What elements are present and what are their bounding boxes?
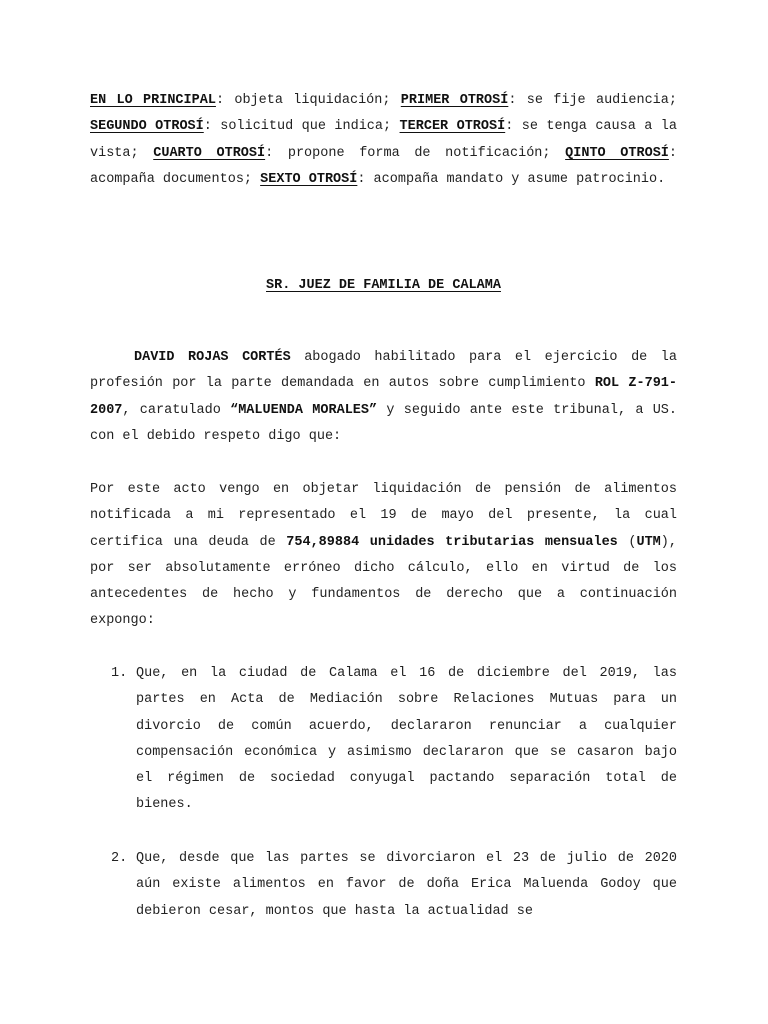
- addressee: [90, 273, 677, 299]
- list-item-text: Que, desde que las partes se divorciaron el 23 de julio de 2020 aún existe alimentos en favor de doña Erica Maluenda Godoy que debieron cesar, montos que hasta la actualidad se: [136, 851, 677, 919]
- case-rol: ROL Z-791-2007: [90, 376, 678, 418]
- list-item-number: 1.: [111, 666, 128, 681]
- objection-paragraph: [90, 477, 677, 635]
- en-lo-principal-label: EN LO PRINCIPAL: [90, 93, 216, 108]
- qinto-otrosi-label: QINTO OTROSÍ: [565, 145, 669, 161]
- objection-text: Por este acto vengo en objetar liquidación de pensión de alimentos notificada a mi representado el 19 de mayo del presente, la cual certifica una deuda de: [90, 482, 677, 550]
- summary-text: : solicitud que indica;: [203, 119, 400, 135]
- segundo-otrosi-label: SEGUNDO OTROSÍ: [90, 119, 204, 135]
- case-caption: “MALUENDA MORALES”: [230, 402, 378, 418]
- intro-text: y seguido ante este tribunal, a US. con el debido respeto digo que:: [90, 402, 678, 444]
- list-item-number: 2.: [111, 851, 128, 866]
- list-item-text: Que, en la ciudad de Calama el 16 de diciembre del 2019, las partes en Acta de Mediación sobre Relaciones Mutuas para un divorcio de común acuerdo, declararon renunciar a cualquier compensación económica y asimismo declararon que se casaron bajo el régimen de sociedad conyugal pactando separación total de bienes.: [136, 666, 677, 813]
- objection-text: (: [617, 534, 637, 550]
- utm-abbrev: UTM: [636, 534, 661, 550]
- intro-paragraph: [90, 345, 677, 450]
- summary-text: : propone forma de notificación;: [265, 145, 566, 161]
- summary-text: : acompaña documentos;: [90, 145, 678, 187]
- list-item: [90, 846, 677, 925]
- attorney-name: DAVID ROJAS CORTÉS: [134, 350, 291, 365]
- addressee-text: SR. JUEZ DE FAMILIA DE CALAMA: [266, 278, 501, 293]
- list-item: [90, 661, 677, 819]
- summary-text: : objeta liquidación;: [215, 93, 401, 108]
- summary-text: : se fije audiencia;: [508, 93, 677, 108]
- sexto-otrosi-label: SEXTO OTROSÍ: [260, 171, 358, 187]
- cuarto-otrosi-label: CUARTO OTROSÍ: [153, 145, 266, 161]
- objection-text: ), por ser absolutamente erróneo dicho cálculo, ello en virtud de los antecedentes de hecho y fundamentos de derecho que a continuación expongo:: [90, 534, 677, 629]
- summary-text: : se tenga causa a la vista;: [90, 119, 677, 161]
- intro-text: abogado habilitado para el ejercicio de la profesión por la parte demandada en autos sobre cumplimiento: [90, 350, 677, 392]
- primer-otrosi-label: PRIMER OTROSÍ: [400, 93, 509, 108]
- intro-text: , caratulado: [122, 402, 231, 418]
- summary-paragraph: [90, 88, 677, 193]
- tercer-otrosi-label: TERCER OTROSÍ: [399, 119, 506, 135]
- debt-amount: 754,89884 unidades tributarias mensuales: [286, 534, 618, 550]
- summary-text: : acompaña mandato y asume patrocinio.: [357, 171, 666, 187]
